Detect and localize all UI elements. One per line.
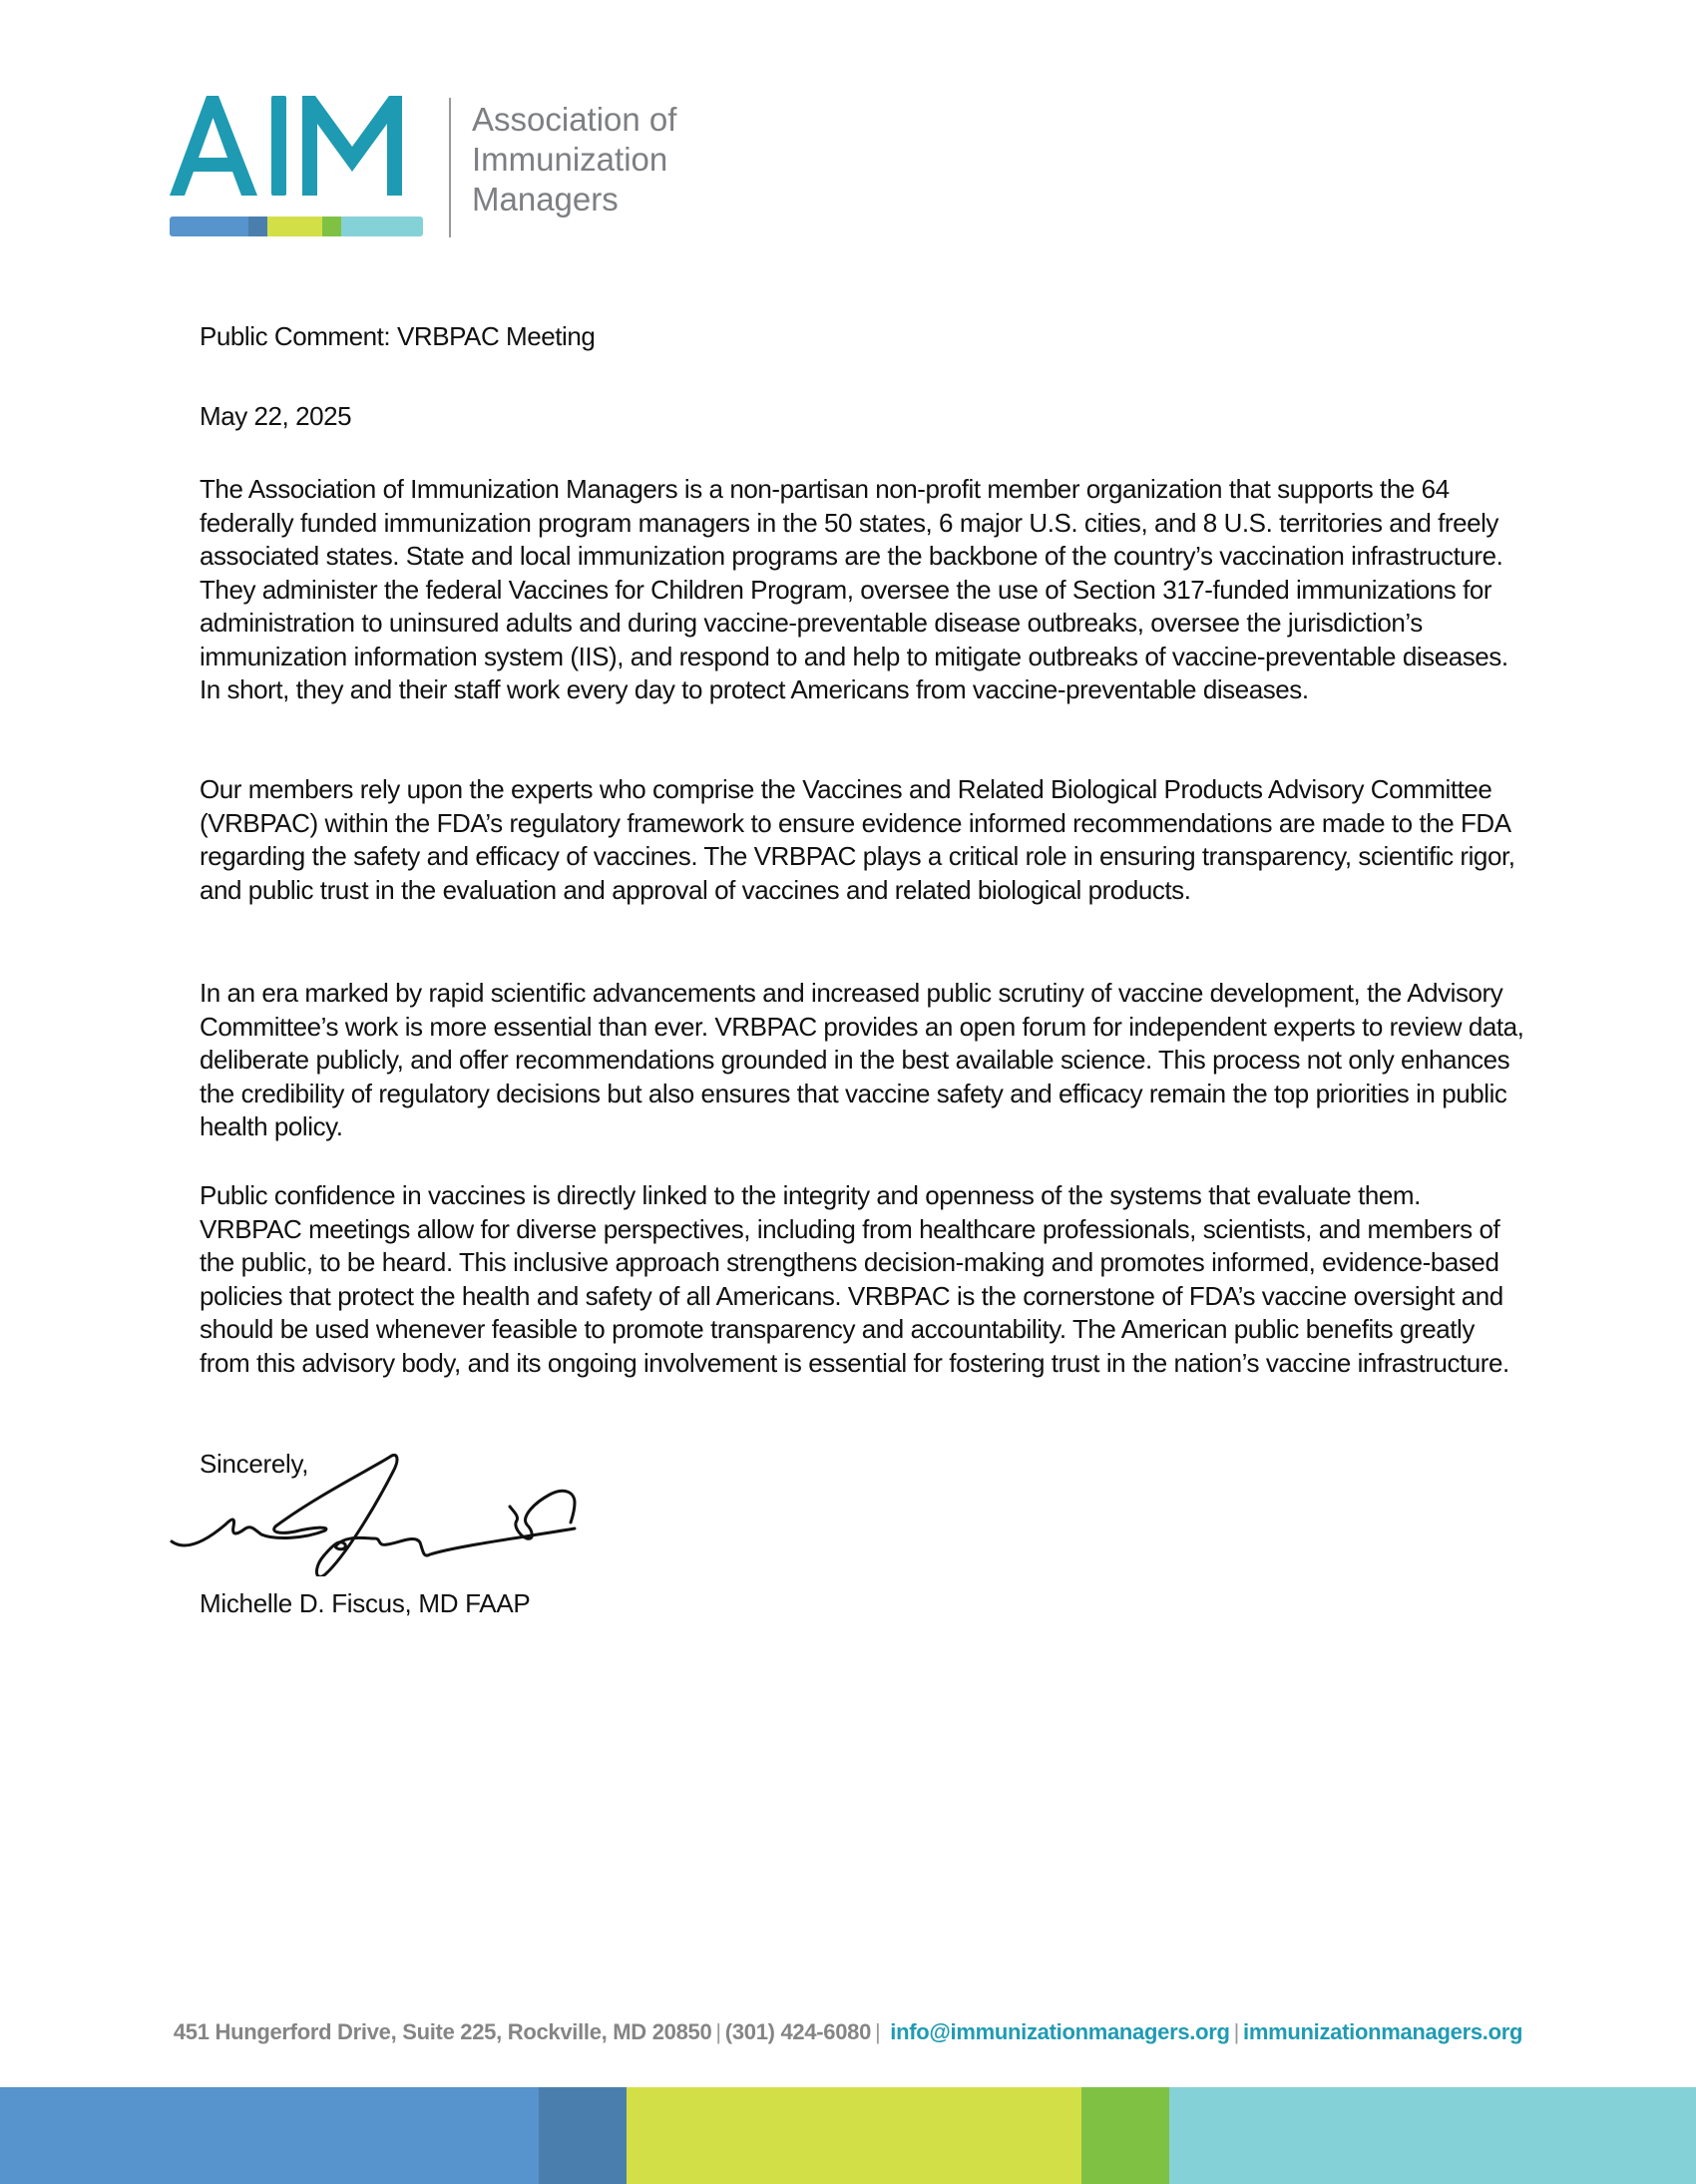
footer-bar-segment	[1081, 2087, 1169, 2184]
footer-separator: |	[875, 2019, 881, 2044]
footer-phone: (301) 424-6080	[724, 2019, 872, 2044]
aim-letters-icon	[170, 92, 425, 202]
signer-name: Michelle D. Fiscus, MD FAAP	[200, 1588, 531, 1618]
letter-date: May 22, 2025	[200, 401, 352, 431]
footer-website-link[interactable]: immunizationmanagers.org	[1243, 2019, 1523, 2044]
signature-icon	[166, 1447, 605, 1576]
letter-subject: Public Comment: VRBPAC Meeting	[200, 321, 596, 351]
letter-paragraph: The Association of Immunization Managers is a non-partisan non-profit member organization that supports the 64 federally funded immunization program managers in the 50 states, 6 major U.S. cities, and 8 U.S. territories and freely associated states. State and local immunization programs are the backbone of the country’s vaccination infrastructure. They administer the federal Vaccines for Children Program, oversee the use of Section 317-funded immunizations for administration to uninsured adults and during vaccine-preventable disease outbreaks, oversee the jurisdiction’s immunization information system (IIS), and respond to and help to mitigate outbreaks of vaccine-preventable diseases. In short, they and their staff work every day to protect Americans from vaccine-preventable diseases.	[200, 474, 1508, 704]
org-name-line: Immunization	[472, 141, 668, 178]
letter-paragraph: Our members rely upon the experts who comprise the Vaccines and Related Biological Products Advisory Committee (VRBPAC) within the FDA’s regulatory framework to ensure evidence informed recommendations are made to the FDA regarding the safety and efficacy of vaccines. The VRBPAC plays a critical role in ensuring transparency, scientific rigor, and public trust in the evaluation and approval of vaccines and related biological products.	[200, 774, 1515, 905]
org-name-line: Association of	[472, 101, 677, 138]
footer-address: 451 Hungerford Drive, Suite 225, Rockville, MD 20850	[173, 2019, 712, 2044]
letter-paragraph: Public confidence in vaccines is directly linked to the integrity and openness of the systems that evaluate them. VRBPAC meetings allow for diverse perspectives, including from healthcare professionals, scientists, and members of the public, to be heard. This inclusive approach strengthens decision-making and promotes informed, evidence-based policies that protect the health and safety of all Americans. VRBPAC is the cornerstone of FDA’s vaccine oversight and should be used whenever feasible to promote transparency and accountability. The American public benefits greatly from this advisory body, and its ongoing involvement is essential for fostering trust in the nation’s vaccine infrastructure.	[200, 1180, 1509, 1378]
footer-contact	[0, 2019, 1696, 2045]
logo-color-bar	[170, 217, 423, 236]
org-name-line: Managers	[472, 181, 619, 218]
footer-email-link[interactable]: info@immunizationmanagers.org	[890, 2019, 1230, 2044]
footer-bar-segment	[1169, 2087, 1696, 2184]
aim-logo	[170, 92, 688, 241]
footer-color-bar	[0, 2087, 1696, 2184]
aim-logo-mark	[170, 92, 425, 239]
footer-separator: |	[715, 2019, 721, 2044]
logo-divider	[449, 98, 451, 237]
footer-bar-segment	[627, 2087, 1081, 2184]
letter-closing: Sincerely,	[200, 1449, 309, 1479]
footer-separator: |	[1233, 2019, 1240, 2044]
org-name	[472, 100, 676, 219]
footer-bar-segment	[0, 2087, 539, 2184]
footer-bar-segment	[539, 2087, 627, 2184]
letter-paragraph: In an era marked by rapid scientific advancements and increased public scrutiny of vaccine development, the Advisory Committee’s work is more essential than ever. VRBPAC provides an open forum for independent experts to review data, deliberate publicly, and offer recommendations grounded in the best available science. This process not only enhances the credibility of regulatory decisions but also ensures that vaccine safety and efficacy remain the top priorities in public health policy.	[200, 978, 1524, 1141]
